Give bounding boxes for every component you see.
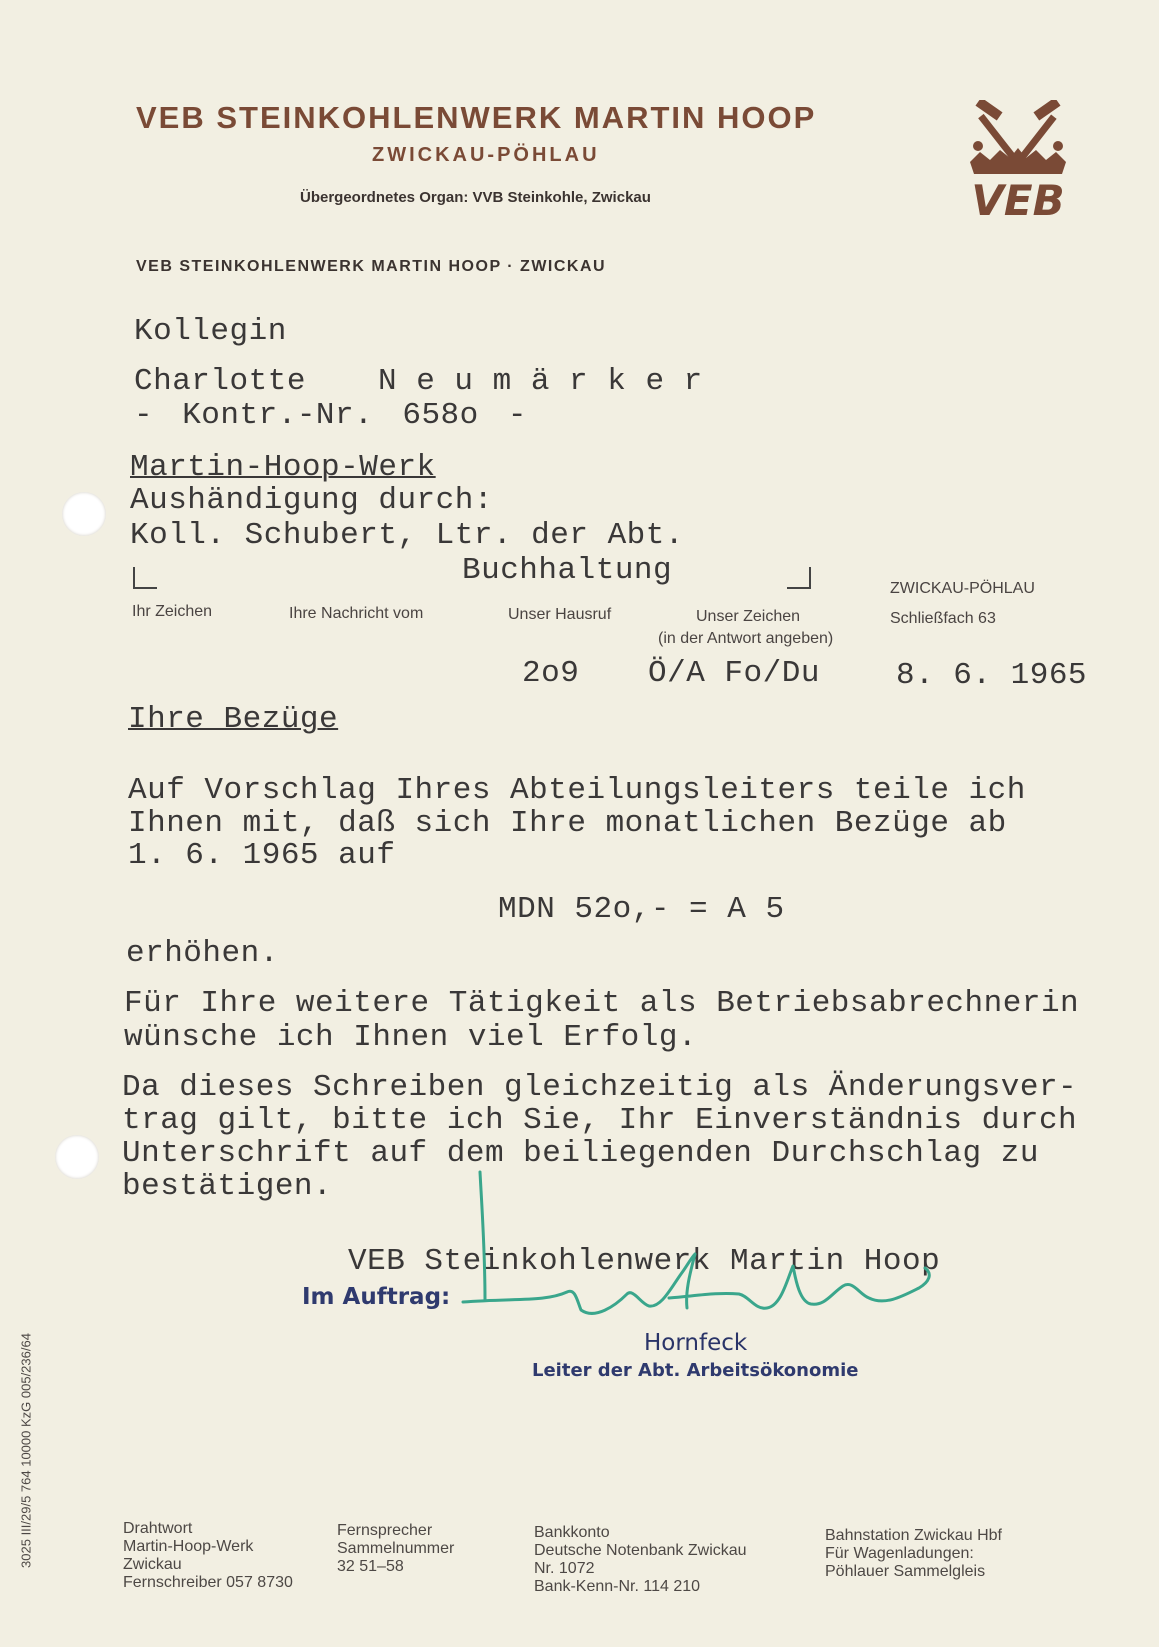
body-p1-end: erhöhen. [126, 936, 279, 971]
footer-col4-line3: Pöhlauer Sammelgleis [825, 1563, 986, 1580]
sender-po-box: Schließfach 63 [890, 610, 996, 627]
footer-col2-line1: Fernsprecher [337, 1522, 433, 1539]
footer-col1-line2: Martin-Hoop-Werk [123, 1538, 254, 1555]
footer-col3-line4: Bank-Kenn-Nr. 114 210 [534, 1578, 701, 1595]
body-p3-line4: bestätigen. [122, 1169, 333, 1204]
subject: Ihre Bezüge [128, 702, 339, 737]
delivery-label: Aushändigung durch: [130, 483, 493, 518]
body-p3-line2: trag gilt, bitte ich Sie, Ihr Einverständnis durch [122, 1103, 1078, 1138]
label-our-ref-note: (in der Antwort angeben) [658, 630, 834, 647]
footer-col3-line3: Nr. 1072 [534, 1560, 595, 1577]
footer-col1-line1: Drahtwort [123, 1520, 193, 1537]
footer-col4-line1: Bahnstation Zwickau Hbf [825, 1527, 1002, 1544]
body-p1-line2: Ihnen mit, daß sich Ihre monatlichen Bezüge ab [128, 806, 1007, 841]
footer-col2-line3: 32 51–58 [337, 1558, 404, 1575]
recipient-first-name: Charlotte [134, 364, 306, 399]
sender-location: ZWICKAU-PÖHLAU [890, 580, 1035, 597]
parent-organ: Übergeordnetes Organ: VVB Steinkohle, Zwickau [300, 189, 651, 206]
delivery-line-2: Buchhaltung [462, 553, 673, 588]
print-code: 3025 III/29/5 764 10000 KzG 005/236/64 [18, 1333, 34, 1568]
address-corner-mark-right [787, 567, 811, 589]
signature [455, 1170, 975, 1340]
label-your-message: Ihre Nachricht vom [289, 605, 424, 622]
stamp-signer-title: Leiter der Abt. Arbeitsökonomie [532, 1360, 859, 1381]
company-name: VEB STEINKOHLENWERK MARTIN HOOP [136, 100, 817, 135]
label-our-extension: Unser Hausruf [508, 606, 612, 623]
body-p3-line1: Da dieses Schreiben gleichzeitig als Änderungsver- [122, 1070, 1078, 1105]
value-our-ref: Ö/A Fo/Du [648, 656, 820, 691]
recipient-workplace: Martin-Hoop-Werk [130, 450, 436, 485]
body-p1-line1: Auf Vorschlag Ihres Abteilungsleiters teile ich [128, 773, 1026, 808]
footer-col-phone [337, 1522, 454, 1576]
footer-col3-line2: Deutsche Notenbank Zwickau [534, 1542, 747, 1559]
punch-hole-bottom [55, 1135, 99, 1179]
label-our-ref: Unser Zeichen [696, 608, 801, 625]
company-city: ZWICKAU-PÖHLAU [372, 144, 600, 166]
stamp-on-behalf: Im Auftrag: [302, 1284, 451, 1310]
closing-company: VEB Steinkohlenwerk Martin Hoop [348, 1244, 941, 1279]
recipient-last-name: N e u m ä r k e r [378, 364, 703, 399]
recipient-contract-number: - Kontr.-Nr. 658o - [134, 398, 527, 433]
delivery-line-1: Koll. Schubert, Ltr. der Abt. [130, 518, 684, 553]
address-corner-mark-left [133, 567, 157, 589]
body-p3-line3: Unterschrift auf dem beiliegenden Durchschlag zu [122, 1136, 1039, 1171]
footer-col3-line1: Bankkonto [534, 1524, 610, 1541]
veb-logo-icon [962, 100, 1074, 225]
return-address: VEB STEINKOHLENWERK MARTIN HOOP · ZWICKAU [136, 258, 607, 275]
footer-col4-line2: Für Wagenladungen: [825, 1545, 974, 1562]
value-extension: 2o9 [522, 656, 580, 691]
footer-col1-line3: Zwickau [123, 1556, 182, 1573]
logo-text: VEB [971, 176, 1065, 225]
body-amount: MDN 52o,- = A 5 [498, 892, 785, 927]
body-p1-line3: 1. 6. 1965 auf [128, 838, 396, 873]
footer-col-telegram [123, 1520, 293, 1592]
recipient-salutation: Kollegin [134, 314, 287, 349]
body-p2-line1: Für Ihre weitere Tätigkeit als Betriebsabrechnerin [124, 986, 1080, 1021]
punch-hole-top [62, 492, 106, 536]
label-your-ref: Ihr Zeichen [132, 603, 213, 620]
footer-col1-line4: Fernschreiber 057 8730 [123, 1574, 293, 1591]
footer-col2-line2: Sammelnummer [337, 1540, 455, 1557]
value-date: 8. 6. 1965 [896, 658, 1088, 693]
body-p2-line2: wünsche ich Ihnen viel Erfolg. [124, 1020, 698, 1055]
stamp-signer-name: Hornfeck [644, 1330, 748, 1356]
footer-col-bank [534, 1524, 747, 1596]
footer-col-rail [825, 1527, 1002, 1581]
